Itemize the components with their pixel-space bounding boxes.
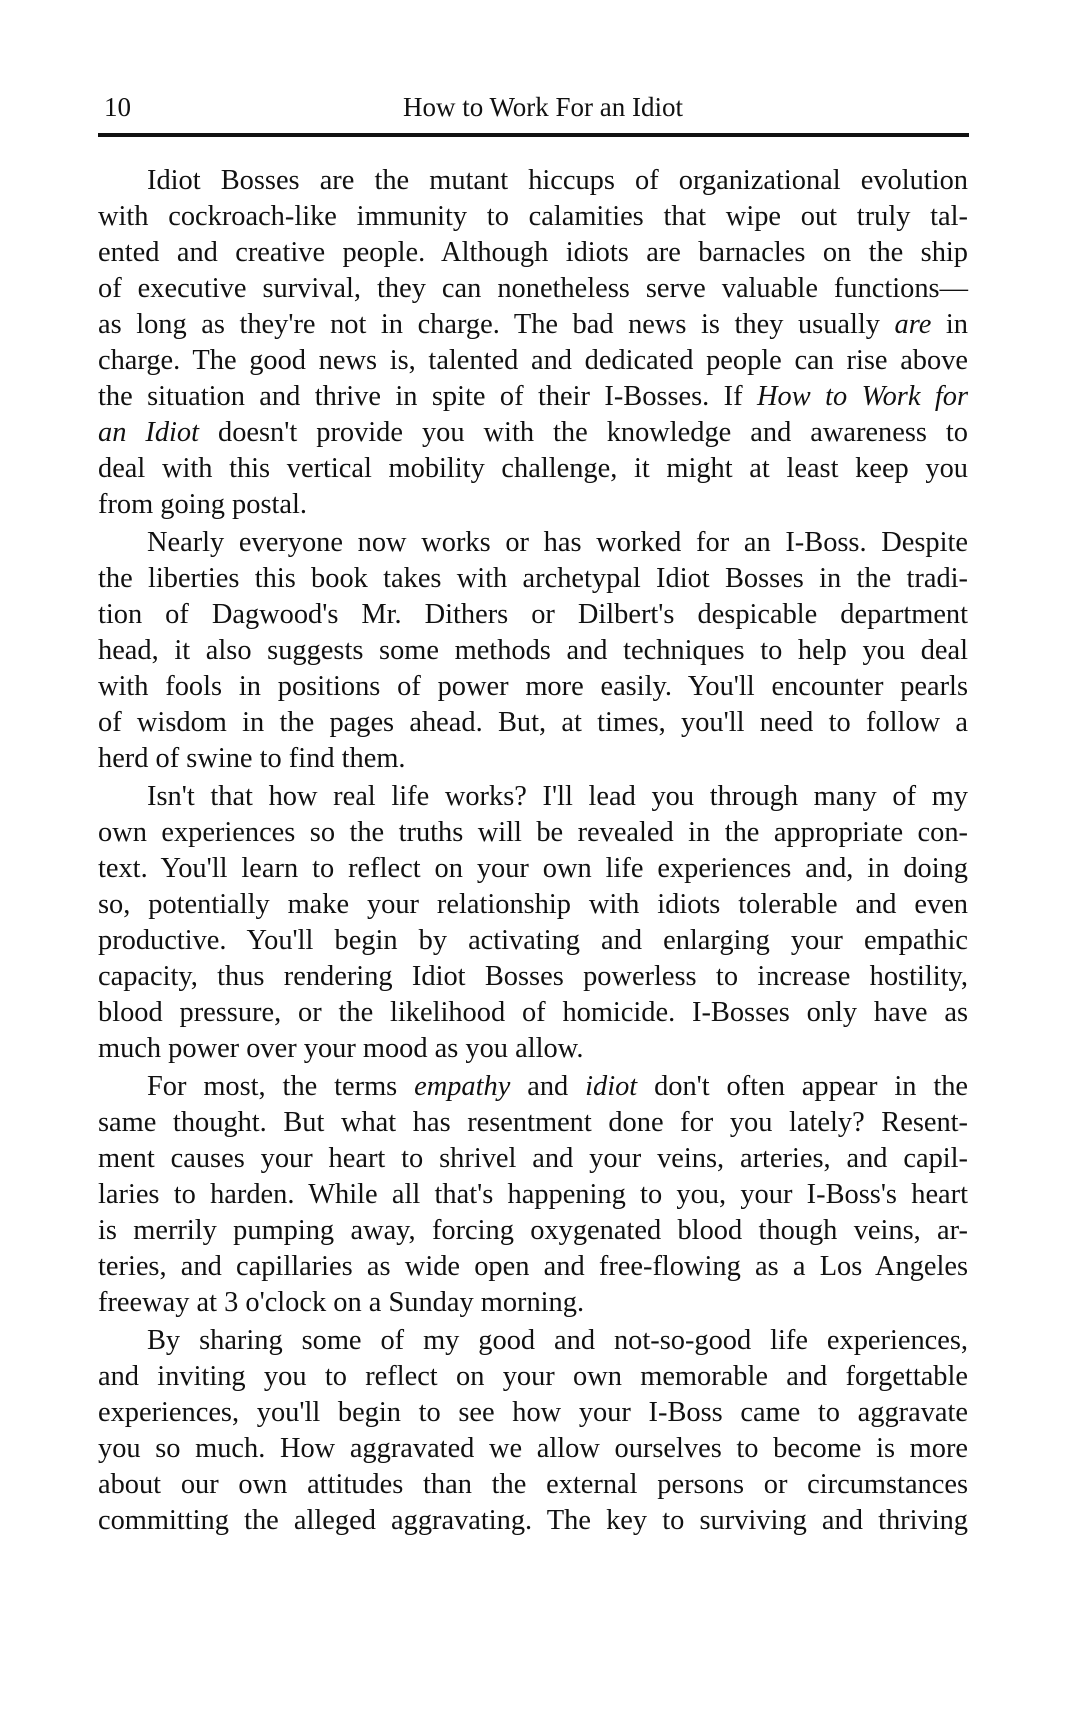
text-line — [98, 1503, 968, 1539]
italic-text: an Idiot — [98, 417, 200, 448]
text-line — [98, 525, 968, 561]
text-line — [98, 343, 968, 379]
text-line — [98, 1467, 968, 1503]
text-span: doesn't provide you with the knowledge and awareness to — [199, 417, 968, 448]
text-span: about our own attitudes than the external persons or circumstances — [98, 1469, 968, 1500]
text-span: and — [510, 1071, 586, 1102]
text-line — [98, 851, 968, 887]
text-span: experiences, you'll begin to see how your I-Boss came to aggravate — [98, 1397, 968, 1428]
text-span: For most, the terms — [147, 1071, 415, 1102]
paragraph — [98, 1323, 968, 1539]
page-header — [98, 92, 968, 132]
text-line — [98, 307, 968, 343]
text-span: you so much. How aggravated we allow ourselves to become is more — [98, 1433, 968, 1464]
text-span: laries to harden. While all that's happening to you, your I-Boss's heart — [98, 1179, 968, 1210]
text-line — [98, 1249, 968, 1285]
text-line — [98, 1031, 968, 1067]
body-text — [98, 163, 968, 1541]
text-line — [98, 1069, 968, 1105]
text-span: ment causes your heart to shrivel and your veins, arteries, and capil- — [98, 1143, 968, 1174]
text-line — [98, 1285, 968, 1321]
text-line — [98, 199, 968, 235]
text-span: Idiot Bosses are the mutant hiccups of organizational evolution — [147, 165, 968, 196]
text-span: the liberties this book takes with archetypal Idiot Bosses in the tradi- — [98, 563, 968, 594]
paragraph — [98, 779, 968, 1067]
text-line — [98, 1177, 968, 1213]
text-span: same thought. But what has resentment done for you lately? Resent- — [98, 1107, 968, 1138]
text-span: productive. You'll begin by activating and enlarging your empathic — [98, 925, 968, 956]
text-span: of wisdom in the pages ahead. But, at times, you'll need to follow a — [98, 707, 968, 738]
text-span: Isn't that how real life works? I'll lead you through many of my — [147, 781, 968, 812]
text-line — [98, 487, 968, 523]
paragraph — [98, 525, 968, 777]
text-line — [98, 597, 968, 633]
text-line — [98, 995, 968, 1031]
text-span: with fools in positions of power more easily. You'll encounter pearls — [98, 671, 968, 702]
text-span: in — [931, 309, 968, 340]
text-span: head, it also suggests some methods and techniques to help you deal — [98, 635, 968, 666]
text-span: is merrily pumping away, forcing oxygenated blood though veins, ar- — [98, 1215, 968, 1246]
text-line — [98, 1359, 968, 1395]
text-line — [98, 235, 968, 271]
italic-text: empathy — [414, 1071, 511, 1102]
text-line — [98, 1431, 968, 1467]
text-span: deal with this vertical mobility challenge, it might at least keep you — [98, 453, 968, 484]
text-line — [98, 779, 968, 815]
text-span: with cockroach-like immunity to calamities that wipe out truly tal- — [98, 201, 968, 232]
italic-text: idiot — [585, 1071, 638, 1102]
text-line — [98, 1141, 968, 1177]
text-span: By sharing some of my good and not-so-good life experiences, — [147, 1325, 968, 1356]
text-line — [98, 415, 968, 451]
italic-text: are — [894, 309, 932, 340]
text-line — [98, 1105, 968, 1141]
italic-text: How to Work for — [757, 381, 968, 412]
paragraph — [98, 1069, 968, 1321]
text-span: Nearly everyone now works or has worked for an I-Boss. Despite — [147, 527, 968, 558]
text-line — [98, 1395, 968, 1431]
text-line — [98, 705, 968, 741]
text-span: so, potentially make your relationship with idiots tolerable and even — [98, 889, 968, 920]
text-span: much power over your mood as you allow. — [98, 1033, 584, 1064]
text-line — [98, 741, 968, 777]
text-line — [98, 1323, 968, 1359]
text-span: ented and creative people. Although idiots are barnacles on the ship — [98, 237, 968, 268]
text-span: blood pressure, or the likelihood of homicide. I-Bosses only have as — [98, 997, 968, 1028]
header-rule — [98, 133, 969, 137]
text-span: committing the alleged aggravating. The key to surviving and thriving — [98, 1505, 968, 1536]
text-span: and inviting you to reflect on your own memorable and forgettable — [98, 1361, 968, 1392]
text-line — [98, 633, 968, 669]
text-span: tion of Dagwood's Mr. Dithers or Dilbert's despicable department — [98, 599, 968, 630]
text-span: from going postal. — [98, 489, 307, 520]
text-span: as long as they're not in charge. The bad news is they usually — [98, 309, 895, 340]
text-span: charge. The good news is, talented and dedicated people can rise above — [98, 345, 968, 376]
text-line — [98, 669, 968, 705]
text-span: the situation and thrive in spite of their I-Bosses. If — [98, 381, 758, 412]
text-line — [98, 959, 968, 995]
text-line — [98, 379, 968, 415]
page-number: 10 — [104, 92, 131, 122]
text-line — [98, 271, 968, 307]
text-line — [98, 815, 968, 851]
text-line — [98, 163, 968, 199]
text-span: teries, and capillaries as wide open and free-flowing as a Los Angeles — [98, 1251, 968, 1282]
text-span: herd of swine to find them. — [98, 743, 406, 774]
text-span: of executive survival, they can nonetheless serve valuable functions— — [98, 273, 968, 304]
text-span: freeway at 3 o'clock on a Sunday morning. — [98, 1287, 585, 1318]
running-title: How to Work For an Idiot — [402, 92, 684, 122]
text-line — [98, 923, 968, 959]
text-line — [98, 451, 968, 487]
text-line — [98, 1213, 968, 1249]
text-span: capacity, thus rendering Idiot Bosses powerless to increase hostility, — [98, 961, 968, 992]
text-span: don't often appear in the — [637, 1071, 969, 1102]
text-span: own experiences so the truths will be revealed in the appropriate con- — [98, 817, 968, 848]
paragraph — [98, 163, 968, 523]
text-line — [98, 887, 968, 923]
text-span: text. You'll learn to reflect on your own life experiences and, in doing — [98, 853, 968, 884]
text-line — [98, 561, 968, 597]
